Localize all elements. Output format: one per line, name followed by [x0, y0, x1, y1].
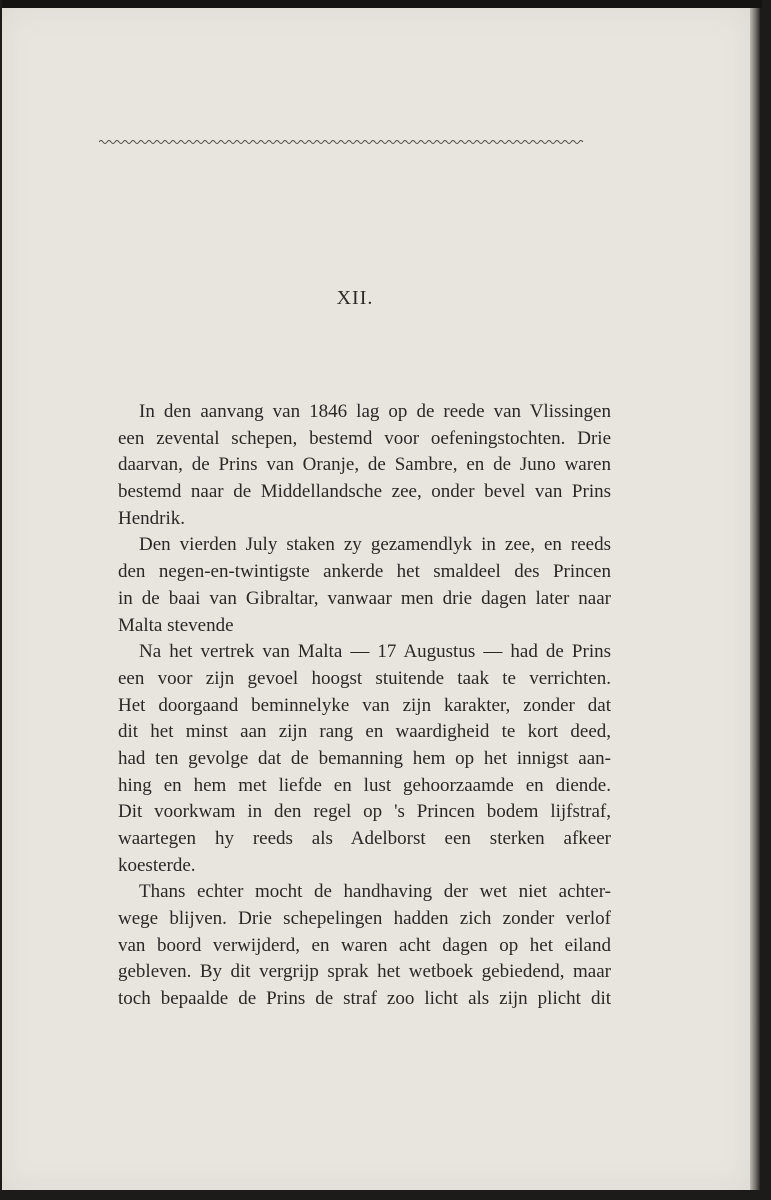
text-line: Thans echter mocht de handhaving der wet niet achter- [139, 881, 611, 903]
chapter-heading: XII. [336, 287, 374, 309]
text-line: Het doorgaand beminnelyke van zijn karakter, zonder dat [118, 694, 611, 716]
page-top-edge [2, 0, 762, 8]
text-line: dit het minst aan zijn rang en waardigheid te kort deed, [118, 721, 611, 743]
text-line: had ten gevolge dat de bemanning hem op het innigst aan- [118, 747, 611, 769]
text-line: in de baai van Gibraltar, vanwaar men drie dagen later naar [118, 587, 611, 609]
text-line: daarvan, de Prins van Oranje, de Sambre, en de Juno waren [118, 454, 611, 476]
paragraph [97, 399, 611, 532]
text-line: gebleven. By dit vergrijp sprak het wetboek gebiedend, maar [118, 961, 611, 983]
paragraph [97, 879, 611, 1012]
text-line: Malta stevende [118, 614, 234, 636]
text-line: Na het vertrek van Malta — 17 Augustus — had de Prins [139, 641, 611, 663]
text-line: wege blijven. Drie schepelingen hadden zich zonder verlof [118, 908, 611, 930]
text-line: een voor zijn gevoel hoogst stuitende taak te verrichten. [118, 667, 611, 689]
text-line: den negen-en-twintigste ankerde het smaldeel des Princen [118, 561, 611, 583]
wavy-rule-line [99, 141, 583, 144]
paragraph [97, 532, 611, 639]
text-line: toch bepaalde de Prins de straf zoo licht als zijn plicht dit [118, 988, 611, 1010]
paragraph [97, 639, 611, 879]
body-text [97, 399, 611, 1013]
text-line: Dit voorkwam in den regel op 's Princen bodem lijfstraf, [118, 801, 611, 823]
text-line: hing en hem met liefde en lust gehoorzaamde en diende. [118, 774, 611, 796]
text-line: van boord verwijderd, en waren acht dagen op het eiland [118, 934, 611, 956]
text-line: bestemd naar de Middellandsche zee, onder bevel van Prins [118, 481, 611, 503]
text-line: Hendrik. [118, 507, 186, 529]
text-line: een zevental schepen, bestemd voor oefeningstochten. Drie [118, 427, 611, 449]
text-line: In den aanvang van 1846 lag op de reede van Vlissingen [139, 401, 611, 422]
text-line: koesterde. [118, 854, 196, 876]
text-line: Den vierden July staken zy gezamendlyk in zee, en reeds [139, 534, 611, 556]
text-line: waartegen hy reeds als Adelborst een sterken afkeer [118, 828, 611, 849]
page-edge-shadow [750, 8, 760, 1190]
wavy-rule-ornament [99, 136, 611, 148]
